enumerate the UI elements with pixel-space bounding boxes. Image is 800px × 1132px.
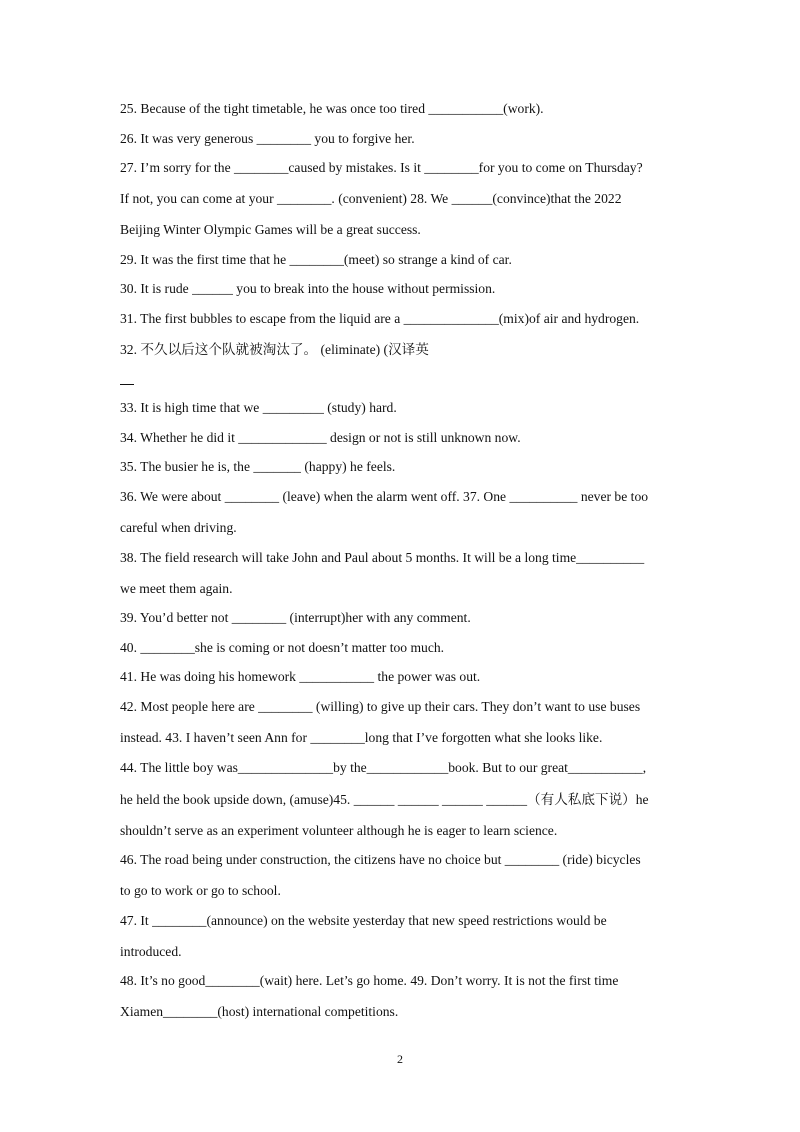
question-32: 32. 不久以后这个队就被淘汰了。 (eliminate) (汉译英 bbox=[120, 342, 429, 357]
question-25: 25. Because of the tight timetable, he was once too tired ___________(work). bbox=[120, 101, 544, 116]
question-33: 33. It is high time that we _________ (study) hard. bbox=[120, 400, 397, 415]
question-48-49: 48. It’s no good________(wait) here. Let’s go home. 49. Don’t worry. It is not the first time bbox=[120, 973, 619, 988]
question-36: 36. We were about ________ (leave) when the alarm went off. 37. One __________ never be too bbox=[120, 489, 649, 504]
question-47: 47. It ________(announce) on the website yesterday that new speed restrictions would be bbox=[120, 913, 607, 928]
question-27-continued: If not, you can come at your ________. (convenient) 28. We ______(convince)that the 2022 bbox=[120, 191, 622, 206]
question-26: 26. It was very generous ________ you to forgive her. bbox=[120, 131, 415, 146]
question-42: 42. Most people here are ________ (willing) to give up their cars. They don’t want to use buses bbox=[120, 699, 641, 714]
question-39: 39. You’d better not ________ (interrupt)her with any comment. bbox=[120, 610, 471, 625]
question-30: 30. It is rude ______ you to break into the house without permission. bbox=[120, 281, 496, 296]
question-43: instead. 43. I haven’t seen Ann for ________long that I’ve forgotten what she looks like. bbox=[120, 730, 603, 745]
answer-dash bbox=[120, 384, 134, 385]
question-38: 38. The field research will take John and Paul about 5 months. It will be a long time__________ bbox=[120, 550, 645, 565]
page-number: 2 bbox=[397, 1052, 403, 1066]
question-28-continued: Beijing Winter Olympic Games will be a great success. bbox=[120, 222, 421, 237]
question-40: 40. ________she is coming or not doesn’t matter too much. bbox=[120, 640, 445, 655]
question-34: 34. Whether he did it _____________ design or not is still unknown now. bbox=[120, 430, 521, 445]
question-44: 44. The little boy was______________by the____________book. But to our great___________, bbox=[120, 760, 647, 775]
question-45-continued: shouldn’t serve as an experiment volunteer although he is eager to learn science. bbox=[120, 823, 558, 838]
question-38-continued: we meet them again. bbox=[120, 581, 233, 596]
question-45: he held the book upside down, (amuse)45. ______ ______ ______ ______（有人私底下说）he bbox=[120, 792, 649, 807]
question-29: 29. It was the first time that he ________(meet) so strange a kind of car. bbox=[120, 252, 512, 267]
question-46-continued: to go to work or go to school. bbox=[120, 883, 281, 898]
question-46: 46. The road being under construction, the citizens have no choice but ________ (ride) bicycles bbox=[120, 852, 641, 867]
question-47-continued: introduced. bbox=[120, 944, 182, 959]
question-41: 41. He was doing his homework ___________ the power was out. bbox=[120, 669, 481, 684]
question-37-continued: careful when driving. bbox=[120, 520, 237, 535]
question-27: 27. I’m sorry for the ________caused by mistakes. Is it ________for you to come on Thursday? bbox=[120, 160, 643, 175]
question-49-continued: Xiamen________(host) international competitions. bbox=[120, 1004, 399, 1019]
question-31: 31. The first bubbles to escape from the liquid are a ______________(mix)of air and hydrogen. bbox=[120, 311, 640, 326]
question-35: 35. The busier he is, the _______ (happy) he feels. bbox=[120, 459, 396, 474]
